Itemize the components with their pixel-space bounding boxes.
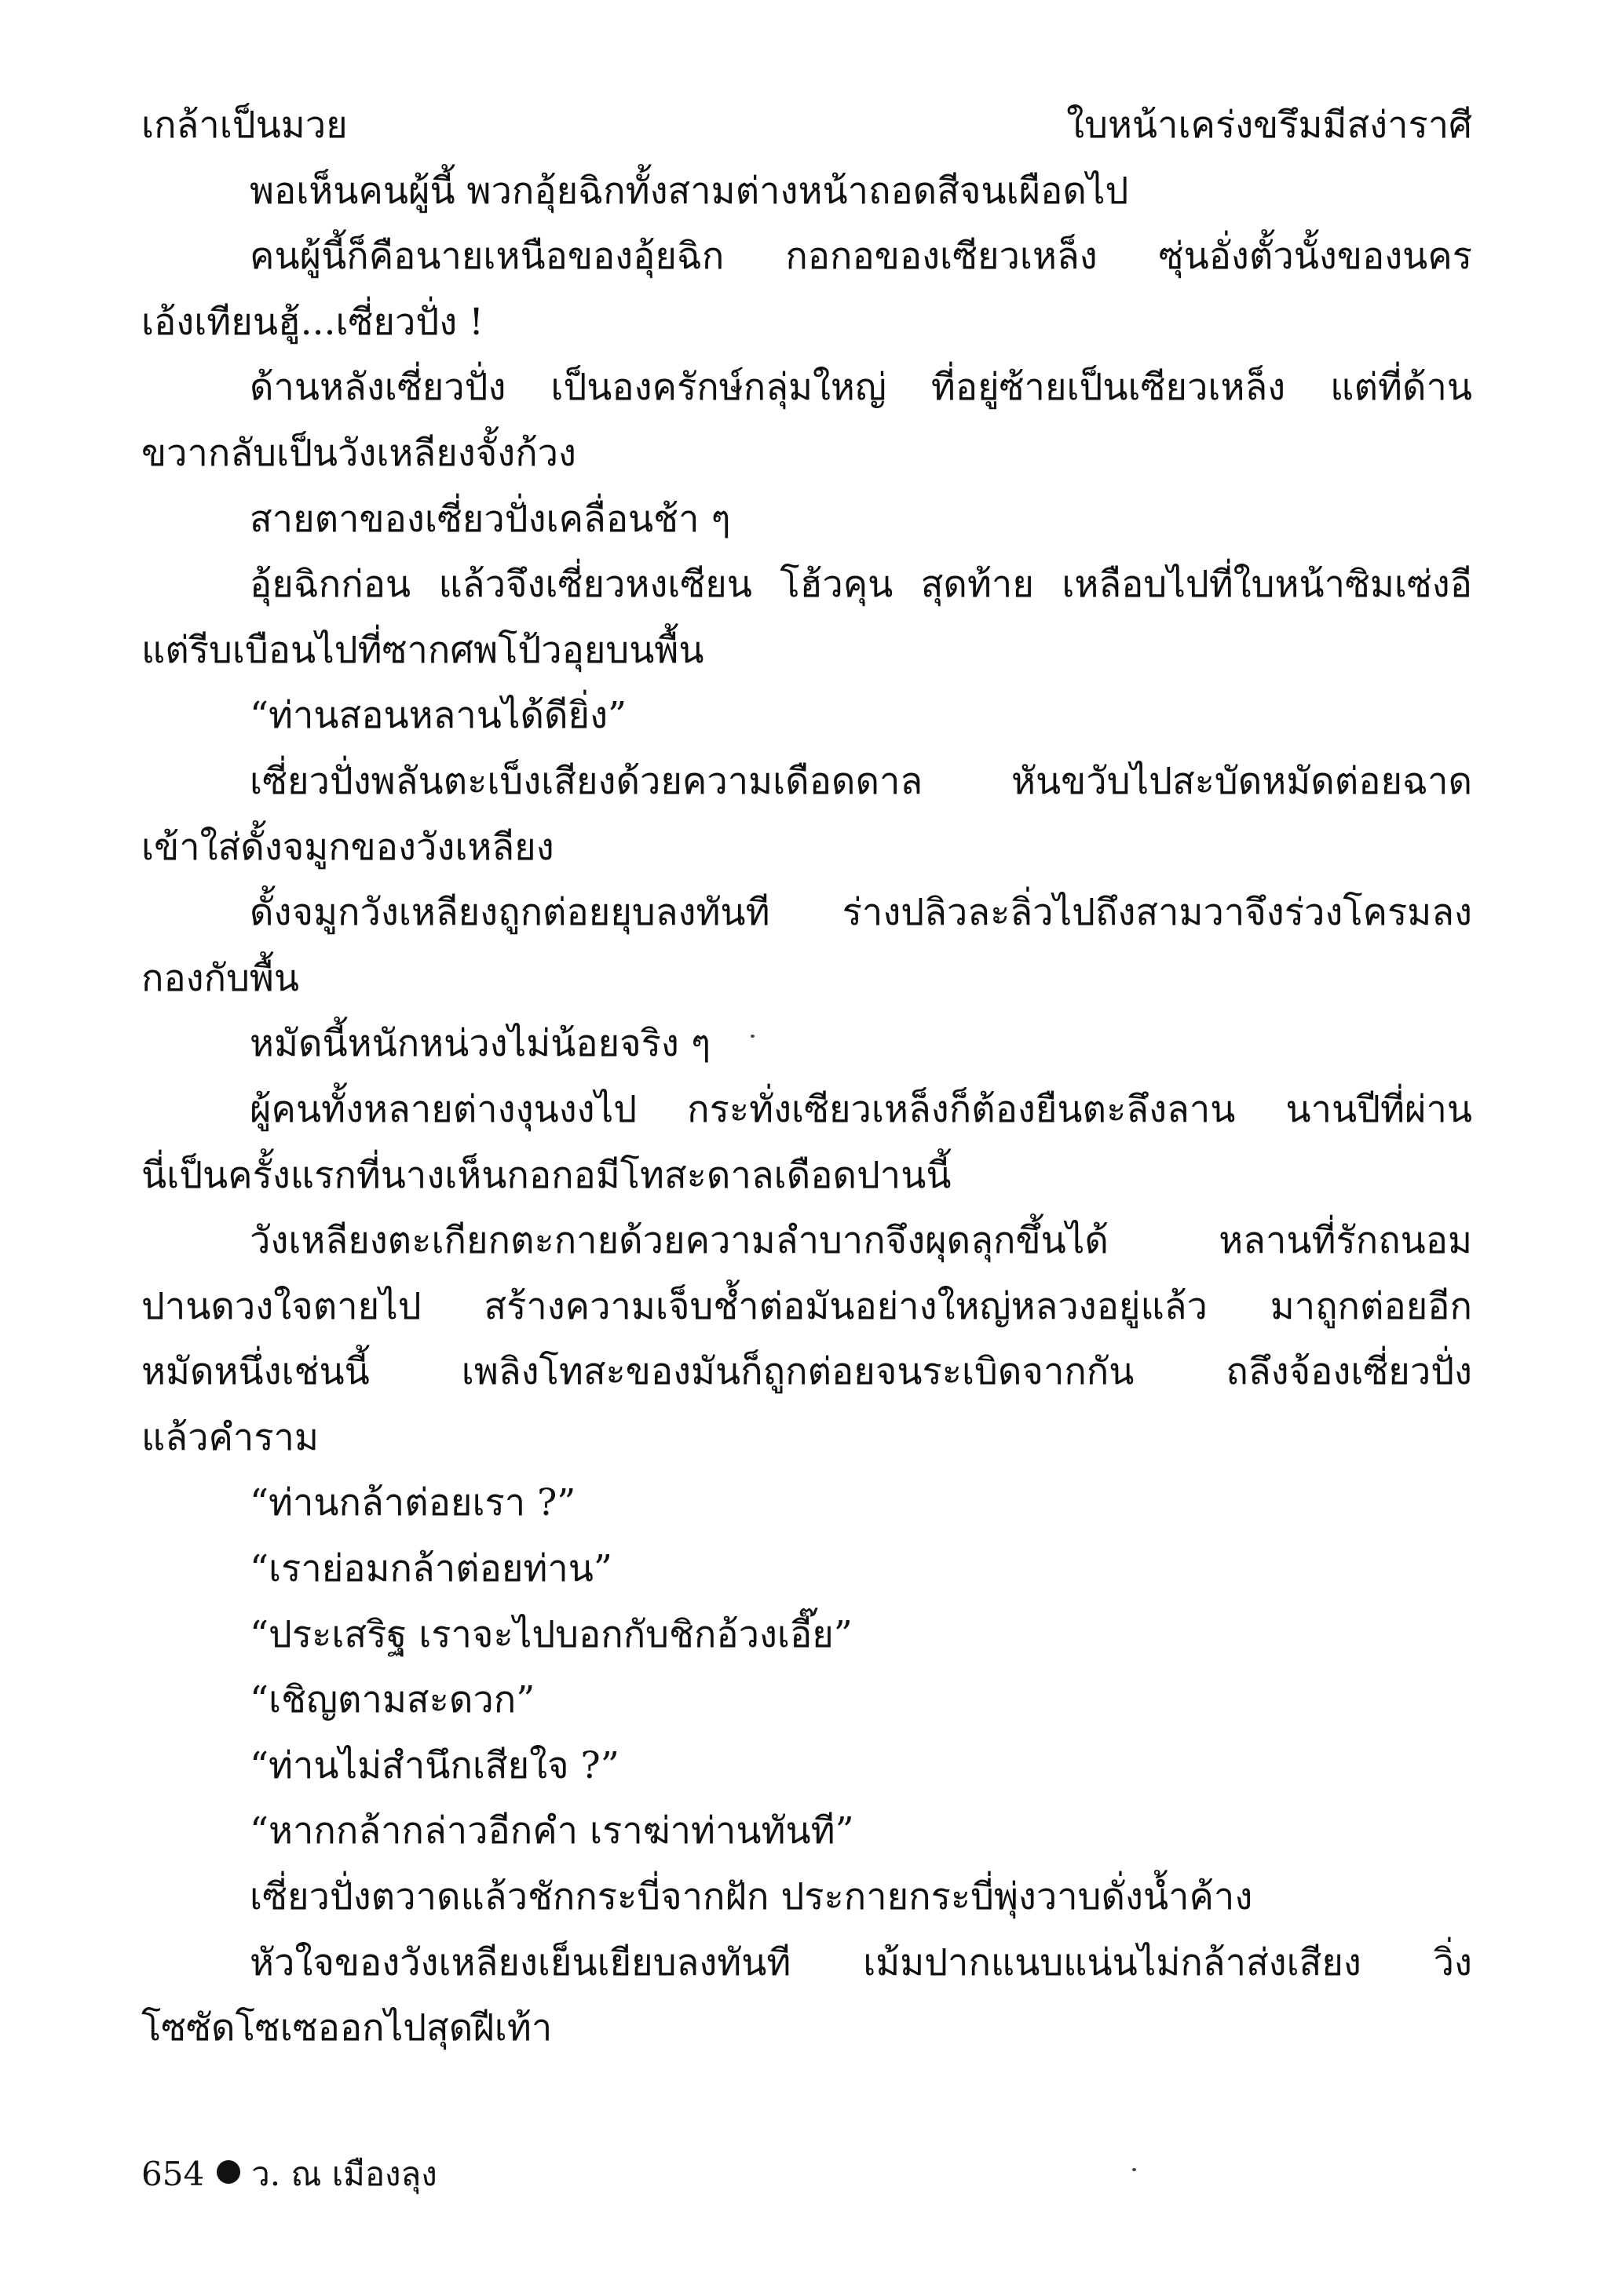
text-line: หมัดหนึ่งเช่นนี้ เพลิงโทสะของมันก็ถูกต่อยจนระเบิดจากกัน ถลึงจ้องเซี่ยวปั่ง: [141, 1350, 1472, 1394]
text-line: พอเห็นคนผู้นี้ พวกอุ้ยฉิกทั้งสามต่างหน้าถอดสีจนเผือดไป: [250, 169, 1129, 213]
text-line: โซซัดโซเซออกไปสุดฝีเท้า: [141, 2006, 553, 2050]
text-line: เซี่ยวปั่งพลันตะเบ็งเสียงด้วยความเดือดดาล หันขวับไปสะบัดหมัดต่อยฉาด: [250, 759, 1472, 803]
text-line: ขวากลับเป็นวังเหลียงจั้งก้วง: [141, 431, 576, 475]
body-text: [141, 93, 1472, 2061]
scan-speck: [751, 1035, 755, 1038]
text-line: ดั้งจมูกวังเหลียงถูกต่อยยุบลงทันที ร่างปลิวละลิ่วไปถึงสามวาจึงร่วงโครมลง: [250, 891, 1472, 935]
text-line: คนผู้นี้ก็คือนายเหนือของอุ้ยฉิก กอกอของเซียวเหล็ง ซุ่นอั่งตั้วนั้งของนคร: [250, 235, 1472, 279]
text-line: สายตาของเซี่ยวปั่งเคลื่อนช้า ๆ: [250, 497, 731, 541]
text-line: เซี่ยวปั่งตวาดแล้วชักกระบี่จากฝัก ประกายกระบี่พุ่งวาบดั่งน้ำค้าง: [250, 1875, 1253, 1919]
text-line: แต่รีบเบือนไปที่ซากศพโป้วอุยบนพื้น: [141, 628, 704, 672]
text-line: นี่เป็นครั้งแรกที่นางเห็นกอกอมีโทสะดาลเดือดปานนี้: [141, 1153, 952, 1197]
text-line: อุ้ยฉิกก่อน แล้วจึงเซี่ยวหงเซียน โฮ้วคุน สุดท้าย เหลือบไปที่ใบหน้าซิมเซ่งอี: [250, 563, 1472, 607]
text-line: “ท่านกล้าต่อยเรา ?”: [250, 1481, 576, 1525]
text-line: “เชิญตามสะดวก”: [250, 1678, 535, 1722]
bullet-icon: [217, 2160, 240, 2184]
text-line: หัวใจของวังเหลียงเย็นเยียบลงทันที เม้มปากแนบแน่นไม่กล้าส่งเสียง วิ่ง: [250, 1940, 1472, 1984]
text-line: “เราย่อมกล้าต่อยท่าน”: [250, 1547, 612, 1591]
text-line: เอ้งเทียนฮู้...เซี่ยวปั่ง !: [141, 300, 484, 344]
text-line: วังเหลียงตะเกียกตะกายด้วยความลำบากจึงผุดลุกขึ้นได้ หลานที่รักถนอม: [250, 1219, 1472, 1263]
text-line: “ท่านไม่สำนึกเสียใจ ?”: [250, 1743, 619, 1787]
text-line: เข้าใส่ดั้งจมูกของวังเหลียง: [141, 825, 554, 869]
text-line: แล้วคำราม: [141, 1415, 319, 1459]
text-line: กองกับพื้น: [141, 956, 300, 1000]
page-footer: [141, 2151, 437, 2198]
text-line: “ประเสริฐ เราจะไปบอกกับชิกอ้วงเอี๊ย”: [250, 1612, 853, 1656]
text-line: ด้านหลังเซี่ยวปั่ง เป็นองครักษ์กลุ่มใหญ่ ที่อยู่ซ้ายเป็นเซียวเหล็ง แต่ที่ด้าน: [250, 366, 1472, 410]
scan-speck: [1132, 2168, 1136, 2171]
author-name: ว. ณ เมืองลุง: [251, 2155, 437, 2193]
text-line: หมัดนี้หนักหน่วงไม่น้อยจริง ๆ: [250, 1022, 711, 1066]
text-line: “หากกล้ากล่าวอีกคำ เราฆ่าท่านทันที”: [250, 1809, 854, 1853]
text-line: ปานดวงใจตายไป สร้างความเจ็บช้ำต่อมันอย่างใหญ่หลวงอยู่แล้ว มาถูกต่อยอีก: [141, 1284, 1472, 1328]
text-line: ผู้คนทั้งหลายต่างงุนงงไป กระทั่งเซียวเหล็งก็ต้องยืนตะลึงลาน นานปีที่ผ่าน: [250, 1087, 1472, 1131]
text-line: “ท่านสอนหลานได้ดียิ่ง”: [250, 694, 627, 738]
page-number: 654: [141, 2155, 205, 2193]
text-line: เกล้าเป็นมวย ใบหน้าเคร่งขรึมมีสง่าราศี: [141, 104, 1472, 147]
